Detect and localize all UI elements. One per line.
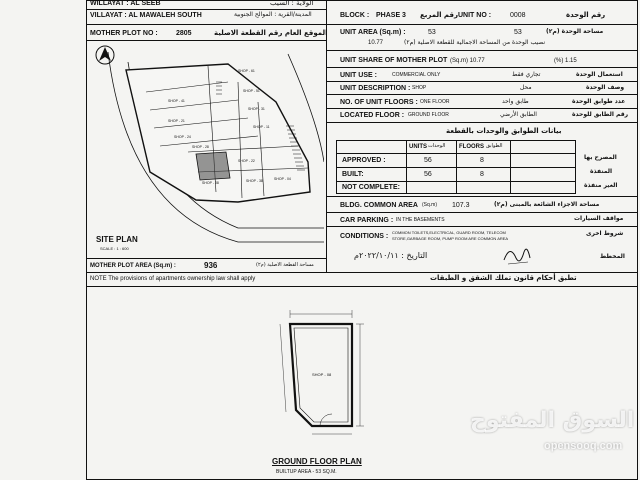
table-row-divider: [336, 167, 576, 168]
site-plan-title: SITE PLAN: [96, 235, 138, 244]
unit-area-value-2: 53: [514, 29, 522, 36]
site-shop-label: SHOP - 04: [274, 177, 291, 181]
willayat-label-ar: الولاية : السيب: [270, 0, 314, 7]
block-label-ar: رقم المربع: [420, 11, 459, 19]
table-row-divider: [336, 181, 576, 182]
table-header-units: UNITS: [409, 144, 427, 150]
site-shop-label: SHOP - 21: [168, 119, 185, 123]
table-row-built-floors: 8: [480, 171, 484, 178]
located-floor-value: GROUND FLOOR: [408, 112, 449, 118]
unit-description-label-ar: وصف الوحدة: [586, 84, 625, 91]
car-parking-label: CAR PARKING :: [340, 217, 394, 224]
common-area-label: BLDG. COMMON AREA: [340, 202, 418, 209]
located-floor-value-ar: الطابق الأرضي: [500, 111, 537, 118]
car-parking-label-ar: مواقف السيارات: [574, 215, 624, 222]
building-data-title-ar: بيانات الطوابق والوحدات بالقطعة: [446, 127, 562, 135]
table-row-approved-label-ar: المصرح بها: [584, 154, 617, 161]
village-label: VILLAYAT : AL MAWALEH SOUTH: [90, 12, 202, 19]
village-label-ar: المدينة/القرية : الموالح الجنوبية: [234, 11, 312, 18]
plot-area-label-ar: مساحة القطعة الاصلية (م٢): [256, 262, 314, 268]
site-shop-label: SHOP - 08: [202, 181, 219, 185]
table-row-divider: [336, 153, 576, 154]
unit-floors-value: ONE FLOOR: [420, 99, 450, 105]
table-row-notcomplete-label: NOT COMPLETE:: [342, 184, 400, 191]
plot-no-label-ar: الموقع العام رقم القطعة الاصلية: [214, 29, 328, 37]
divider: [326, 122, 638, 123]
unit-floors-label: NO. OF UNIT FLOORS :: [340, 99, 418, 106]
table-row-approved-units: 56: [424, 157, 432, 164]
plot-no-value: 2805: [176, 30, 192, 37]
common-area-value: 107.3: [452, 202, 470, 209]
unit-use-value: COMMERCIAL ONLY: [392, 72, 441, 78]
table-row-built-label-ar: المنفذة: [590, 168, 613, 175]
builtup-area-label: BUILTUP AREA - 53 SQ.M.: [276, 469, 337, 475]
table-header-floors-ar: الطوابق: [486, 143, 503, 149]
note-text: NOTE The provisions of apartments ownership law shall apply: [90, 276, 256, 282]
common-area-label-ar: مساحة الاجزاء الشائعة بالمبنى (م٢): [494, 201, 600, 208]
divider: [86, 40, 326, 41]
conditions-line-1: COMMON TOILETS,ELECTRICAL, GUARD ROOM, TELECOM: [392, 230, 506, 235]
divider: [326, 196, 638, 197]
divider: [326, 212, 638, 213]
unit-area-label: UNIT AREA (Sq.m) :: [340, 29, 406, 36]
located-floor-label-ar: رقم الطابق للوحدة: [572, 111, 629, 118]
site-shop-label: SHOP - 51: [243, 89, 260, 93]
divider: [326, 226, 638, 227]
car-parking-value: IN THE BASEMENTS: [396, 217, 445, 223]
plot-area-label: MOTHER PLOT AREA (Sq.m) :: [90, 263, 176, 269]
north-arrow-icon: [96, 46, 114, 64]
unit-share-percent: (%) 1.15: [554, 58, 577, 64]
unit-description-label: UNIT DESCRIPTION :: [340, 85, 411, 92]
column-divider: [326, 0, 327, 272]
site-shop-label: SHOP - 22: [238, 159, 255, 163]
located-floor-label: LOCATED FLOOR :: [340, 112, 405, 119]
site-shop-label: SHOP - 31: [248, 107, 265, 111]
unit-description-value-ar: محل: [520, 84, 532, 91]
divider: [326, 81, 638, 82]
divider: [86, 286, 638, 287]
divider: [86, 24, 326, 25]
planner-label-ar: المخطط: [600, 253, 625, 260]
site-shop-label: SHOP - 24: [174, 135, 191, 139]
divider: [326, 108, 638, 109]
unit-floors-label-ar: عدد طوابق الوحدة: [572, 98, 626, 105]
plot-area-value: 936: [204, 261, 218, 270]
table-row-notcomplete-label-ar: الغير منفذة: [584, 182, 618, 189]
common-area-unit: (Sq.m): [422, 202, 437, 208]
willayat-label: WILLAYAT : AL SEEB: [90, 0, 161, 7]
unit-description-value: SHOP: [412, 85, 427, 91]
site-shop-label: SHOP - 41: [168, 99, 185, 103]
unit-no-label: UNIT NO :: [458, 12, 492, 19]
divider: [326, 24, 638, 25]
unit-no-label-ar: رقم الوحدة: [566, 11, 606, 19]
table-header-floors: FLOORS: [459, 144, 484, 150]
table-row-built-units: 56: [424, 171, 432, 178]
block-value: PHASE 3: [376, 12, 406, 19]
unit-share-value-ar: 10.77: [368, 40, 384, 46]
ground-floor-plan-drawing: [260, 300, 400, 456]
conditions-label-ar: شروط اخرى: [586, 230, 624, 237]
table-header-units-ar: الوحدات: [428, 143, 446, 149]
site-shop-label: SHOP - 61: [238, 69, 255, 73]
site-shop-label: SHOP - 38: [246, 179, 263, 183]
divider: [86, 9, 326, 10]
unit-no-value: 0008: [510, 12, 526, 19]
divider: [326, 67, 638, 68]
divider: [86, 258, 326, 259]
unit-use-value-ar: تجاري فقط: [512, 71, 541, 78]
site-shop-label: SHOP - 11: [253, 125, 270, 129]
unit-area-label-ar: مساحة الوحدة (م٢): [546, 28, 604, 35]
signature: [500, 240, 536, 270]
unit-floors-value-ar: طابق واحد: [502, 98, 529, 105]
conditions-label: CONDITIONS :: [340, 233, 389, 240]
unit-use-label-ar: استعمال الوحدة: [576, 71, 623, 78]
floor-plan-shop-label: SHOP - 08: [312, 372, 332, 377]
table-row-approved-floors: 8: [480, 157, 484, 164]
table-row-built-label: BUILT:: [342, 171, 364, 178]
scale-label: SCALE : 1 : 600: [100, 246, 129, 251]
table-row-approved-label: APPROVED :: [342, 157, 386, 164]
divider: [86, 272, 638, 273]
unit-share-sqm: (Sq.m) 10.77: [450, 58, 485, 64]
date-ar: التاريخ : ٢٠٢٢/١٠/١١م: [354, 251, 428, 260]
site-plan-drawing: [88, 42, 324, 262]
divider: [326, 50, 638, 51]
conditions-line-2: STORE,GARBAGE ROOM, PUMP ROOM ARE COMMON AREA: [392, 236, 509, 241]
watermark-logo-ar: السوق المفتوح: [470, 408, 635, 433]
unit-area-value: 53: [428, 29, 436, 36]
ground-floor-plan-title: GROUND FLOOR PLAN: [272, 457, 362, 466]
unit-use-label: UNIT USE :: [340, 72, 377, 79]
unit-share-label: UNIT SHARE OF MOTHER PLOT: [340, 57, 448, 64]
site-shop-label: SHOP - 28: [192, 145, 209, 149]
block-label: BLOCK :: [340, 12, 370, 19]
note-text-ar: تطبق أحكام قانون تملك الشقق و الطبقات: [430, 274, 577, 282]
watermark-logo-en: opensooq.com: [544, 440, 623, 452]
plot-no-label: MOTHER PLOT NO :: [90, 30, 158, 37]
unit-share-label-ar: نصيب الوحدة من المساحة الاجمالية للقطعة الاصلية (م٢): [404, 39, 546, 46]
divider: [326, 94, 638, 95]
